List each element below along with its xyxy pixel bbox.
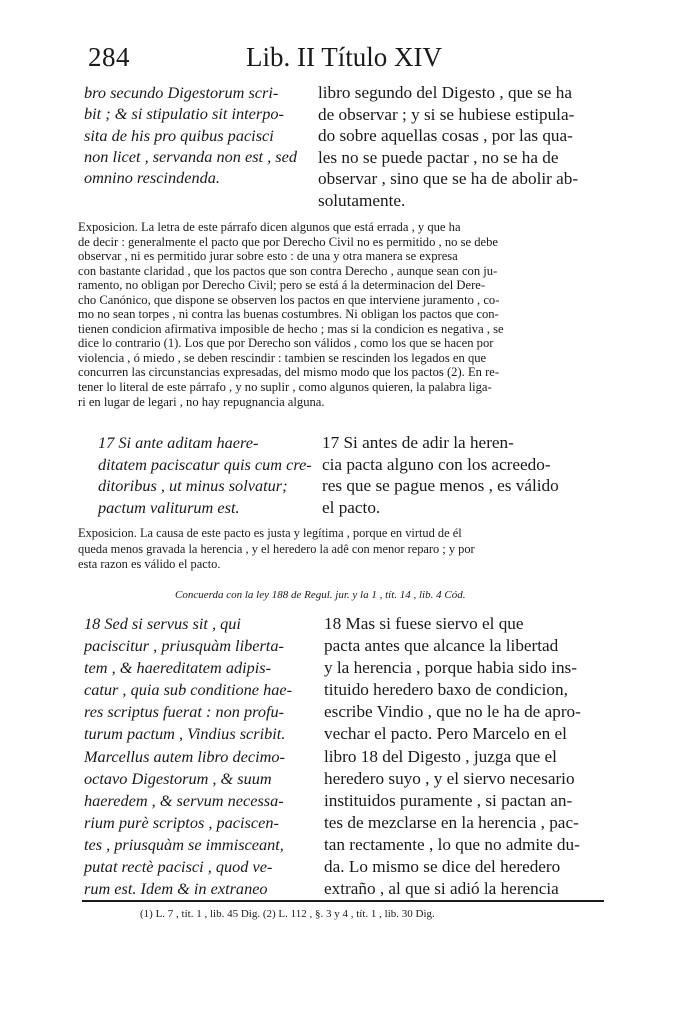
spanish-line: da. Lo mismo se dice del heredero	[324, 857, 561, 877]
latin-line: pactum valiturum est.	[98, 497, 240, 517]
commentary-line: mo no sean torpes , ni contra las buenas costumbres. Ni obligan los pactos que con-	[78, 307, 499, 322]
commentary-line: Exposicion. La causa de este pacto es justa y legítima , porque en virtud de él	[78, 526, 462, 540]
footnote-divider	[82, 900, 604, 902]
latin-column-18	[84, 613, 292, 900]
spanish-line: res que se pague menos , es válido	[322, 476, 559, 495]
latin-line: rum est. Idem & in extraneo	[84, 879, 268, 899]
commentary-line: Exposicion. La letra de este párrafo dicen algunos que está errada , y que ha	[78, 220, 461, 234]
spanish-line: instituidos puramente , si pactan an-	[324, 790, 573, 810]
latin-line: 18 Sed si servus sit , qui	[84, 614, 241, 633]
latin-line: catur , quia sub conditione hae-	[84, 680, 293, 700]
spanish-line: el pacto.	[322, 497, 381, 517]
latin-line: tes , priusquàm se immisceant,	[84, 834, 284, 854]
latin-line: ditatem paciscatur quis cum cre-	[98, 454, 312, 474]
page-header	[88, 42, 608, 78]
latin-line: rium purè scriptos , paciscen-	[84, 812, 279, 832]
latin-line: omnino rescindenda.	[84, 168, 220, 188]
latin-line: Marcellus autem libro decimo-	[84, 746, 285, 766]
latin-line: octavo Digestorum , & suum	[84, 768, 272, 788]
commentary-line: violencia , ó miedo , se deben rescindir : tambien se rescinden los legados en que	[78, 350, 487, 365]
exposicion-paragraph-2	[78, 526, 598, 573]
commentary-line: con bastante claridad , que los pactos que son contra Derecho , aunque sean con ju-	[78, 263, 498, 278]
spanish-line: tituido heredero baxo de condicion,	[324, 680, 568, 700]
spanish-column-17	[322, 432, 559, 518]
latin-line: ditoribus , ut minus solvatur;	[98, 476, 288, 495]
spanish-line: tes de mezclarse en la herencia , pac-	[324, 812, 579, 832]
latin-line: res scriptus fuerat : non profu-	[84, 702, 285, 722]
latin-line: turum pactum , Vindius scribit.	[84, 724, 286, 744]
spanish-line: extraño , al que si adió la herencia	[324, 879, 559, 899]
latin-line: haeredem , & servum necessa-	[84, 790, 284, 810]
footnote: (1) L. 7 , tít. 1 , lib. 45 Dig. (2) L. 112 , §. 3 y 4 , tít. 1 , lib. 30 Dig.	[140, 908, 435, 920]
concordance-note: Concuerda con la ley 188 de Regul. jur. y la 1 , tít. 14 , lib. 4 Cód.	[175, 589, 466, 601]
exposicion-paragraph	[78, 220, 598, 409]
spanish-line: de observar ; y si se hubiese estipula-	[318, 104, 575, 124]
commentary-line: ramento, no obligan por Derecho Civil; pero se está á la determinacion del Dere-	[78, 278, 486, 293]
commentary-line: cho Canónico, que dispone se observen los pactos en que interviene juramento , co-	[78, 292, 500, 307]
spanish-line: 17 Si antes de adir la heren-	[322, 433, 514, 452]
commentary-line: de decir : generalmente el pacto que por Derecho Civil no es permitido , no se debe	[78, 234, 498, 249]
spanish-line: libro 18 del Digesto , juzga que el	[324, 746, 557, 766]
commentary-line: concurren las circunstancias expresadas, del mismo modo que los pactos (2). En re-	[78, 365, 500, 380]
latin-column-a	[84, 82, 297, 188]
commentary-line: observar , ni es permitido jurar sobre esto : de una y otra manera se expresa	[78, 249, 458, 264]
spanish-line: heredero suyo , y el siervo necesario	[324, 768, 575, 788]
latin-line: bro secundo Digestorum scri-	[84, 83, 279, 102]
spanish-line: tan rectamente , lo que no admite du-	[324, 834, 580, 854]
spanish-line: do sobre aquellas cosas , por las qua-	[318, 126, 573, 145]
commentary-line: ri en lugar de legari , no hay repugnancia alguna.	[78, 394, 325, 409]
latin-line: tem , & haereditatem adipis-	[84, 658, 272, 678]
spanish-column-a	[318, 82, 578, 211]
latin-line: paciscitur , priusquàm liberta-	[84, 636, 284, 656]
latin-line: bit ; & si stipulatio sit interpo-	[84, 104, 284, 124]
running-head: Lib. II Título XIV	[246, 42, 442, 72]
latin-line: non licet , servanda non est , sed	[84, 146, 297, 166]
spanish-line: escribe Vindio , que no le ha de apro-	[324, 702, 581, 722]
spanish-line: cia pacta alguno con los acreedo-	[322, 454, 551, 474]
page-number: 284	[88, 42, 130, 72]
latin-column-17	[98, 432, 312, 518]
commentary-line: esta razon es válido el pacto.	[78, 557, 221, 571]
latin-line: putat rectè pacisci , quod ve-	[84, 857, 273, 877]
commentary-line: queda menos gravada la herencia , y el heredero la adê con menor reparo ; y por	[78, 541, 475, 556]
spanish-line: y la herencia , porque habia sido ins-	[324, 658, 577, 678]
spanish-line: libro segundo del Digesto , que se ha	[318, 83, 572, 102]
commentary-line: tener lo literal de este párrafo , y no suplir , como algunos quieren, la palabra liga-	[78, 380, 492, 395]
spanish-line: solutamente.	[318, 190, 406, 210]
latin-line: sita de his pro quibus pacisci	[84, 125, 274, 145]
spanish-line: vechar el pacto. Pero Marcelo en el	[324, 724, 567, 744]
commentary-line: tienen condicion afirmativa imposible de hecho ; mas si la condicion es negativa , se	[78, 321, 504, 336]
commentary-line: dice lo contrario (1). Los que por Derecho son válidos , como los que se hacen por	[78, 336, 494, 351]
spanish-line: pacta antes que alcance la libertad	[324, 636, 559, 656]
latin-line: 17 Si ante aditam haere-	[98, 433, 259, 452]
spanish-column-18	[324, 613, 581, 900]
spanish-line: observar , sino que se ha de abolir ab-	[318, 169, 579, 188]
spanish-line: les no se puede pactar , no se ha de	[318, 147, 559, 167]
spanish-line: 18 Mas si fuese siervo el que	[324, 614, 524, 633]
